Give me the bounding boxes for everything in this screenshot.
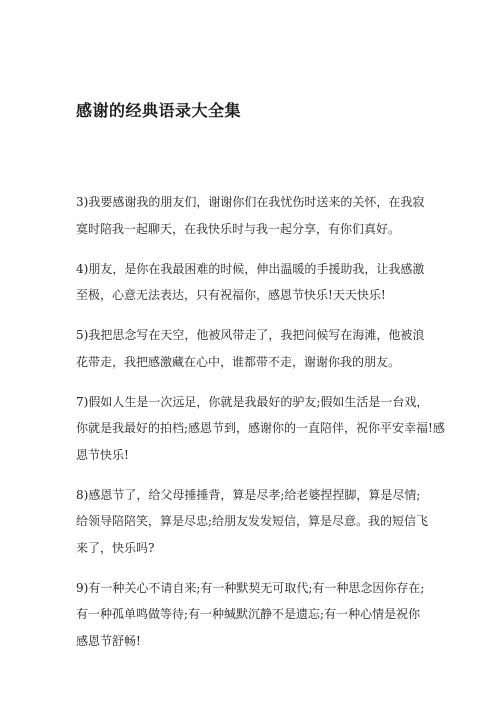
text-line: 感恩节舒畅! <box>76 633 141 648</box>
paragraph-item-9 <box>76 575 436 655</box>
text-line: 5)我把思念写在天空，他被风带走了，我把问候写在海滩，他被浪 <box>76 328 425 342</box>
paragraph-item-7 <box>76 389 445 469</box>
text-line: 9)有一种关心不请自来;有一种默契无可取代;有一种思念因你存在; <box>76 580 425 595</box>
paragraph-item-4 <box>76 256 436 309</box>
text-line: 有一种孤单鸣做等待;有一种缄默沉静不是遗忘;有一种心情是祝你 <box>76 607 421 621</box>
text-line: 3)我要感谢我的朋友们，谢谢你们在我忧伤时送来的关怀，在我寂 <box>76 195 425 209</box>
text-line: 4)朋友，是你在我最困难的时候，伸出温暖的手援助我，让我感激 <box>76 261 425 276</box>
text-line: 至极，心意无法表达，只有祝福你，感恩节快乐!天天快乐! <box>76 288 386 302</box>
paragraph-item-8 <box>76 482 436 562</box>
paragraph-item-5 <box>76 322 436 375</box>
text-line: 7)假如人生是一次远足，你就是我最好的驴友;假如生活是一台戏， <box>76 394 429 409</box>
text-line: 给领导陪陪笑，算是尽忠;给朋友发发短信，算是尽意。我的短信飞 <box>76 514 429 528</box>
paragraph-item-3 <box>76 189 436 242</box>
text-line: 花带走，我把感激藏在心中，谁都带不走，谢谢你我的朋友。 <box>76 354 401 369</box>
text-line: 你就是我最好的拍档;感恩节到，感谢你的一直陪伴，祝你平安幸福!感 <box>76 421 445 435</box>
text-line: 来了，快乐吗? <box>76 540 155 555</box>
document-body <box>76 189 445 668</box>
text-line: 恩节快乐! <box>76 447 129 462</box>
document-title: 感谢的经典语录大全集 <box>76 101 242 120</box>
text-line: 8)感恩节了，给父母捶捶背，算是尽孝;给老婆捏捏脚，算是尽情; <box>76 487 421 502</box>
text-line: 寞时陪我一起聊天，在我快乐时与我一起分享，有你们真好。 <box>76 221 401 236</box>
